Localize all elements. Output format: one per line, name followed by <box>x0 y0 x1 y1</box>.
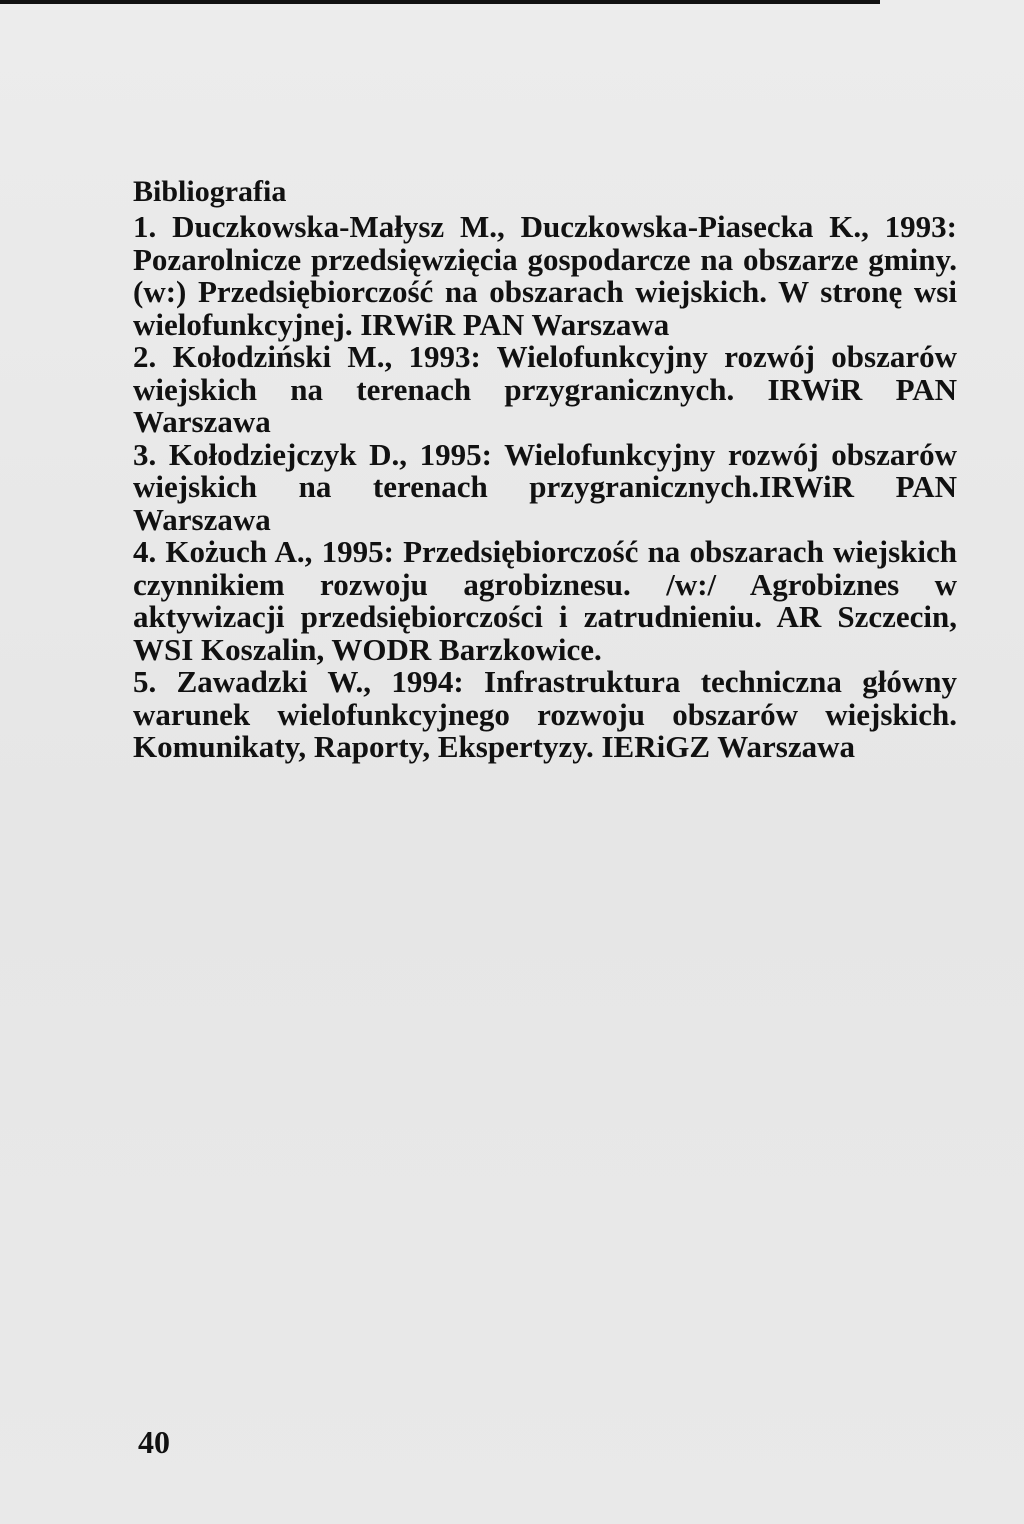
top-border-line <box>0 0 880 4</box>
bibliography-entry-1: 1. Duczkowska-Małysz M., Duczkowska-Piasecka K., 1993: Pozarolnicze przedsięwzięcia gospodarcze na obszarze gminy. (w:) Przedsiębiorczość na obszarach wiejskich. W stronę wsi wielofunkcyjnej. IRWiR PAN Warszawa <box>133 209 957 342</box>
page-number: 40 <box>138 1424 170 1460</box>
bibliography-section <box>133 175 957 764</box>
bibliography-heading: Bibliografia <box>133 175 287 208</box>
bibliography-list <box>133 211 957 764</box>
bibliography-entry-2: 2. Kołodziński M., 1993: Wielofunkcyjny rozwój obszarów wiejskich na terenach przygranicznych. IRWiR PAN Warszawa <box>133 339 957 439</box>
bibliography-entry-4: 4. Kożuch A., 1995: Przedsiębiorczość na obszarach wiejskich czynnikiem rozwoju agrobiznesu. /w:/ Agrobiznes w aktywizacji przedsiębiorczości i zatrudnieniu. AR Szczecin, WSI Koszalin, WODR Barzkowice. <box>133 534 957 667</box>
bibliography-entry-5: 5. Zawadzki W., 1994: Infrastruktura techniczna główny warunek wielofunkcyjnego rozwoju obszarów wiejskich. Komunikaty, Raporty, Ekspertyzy. IERiGZ Warszawa <box>133 664 957 764</box>
bibliography-entry-3: 3. Kołodziejczyk D., 1995: Wielofunkcyjny rozwój obszarów wiejskich na terenach przygranicznych.IRWiR PAN Warszawa <box>133 436 957 537</box>
